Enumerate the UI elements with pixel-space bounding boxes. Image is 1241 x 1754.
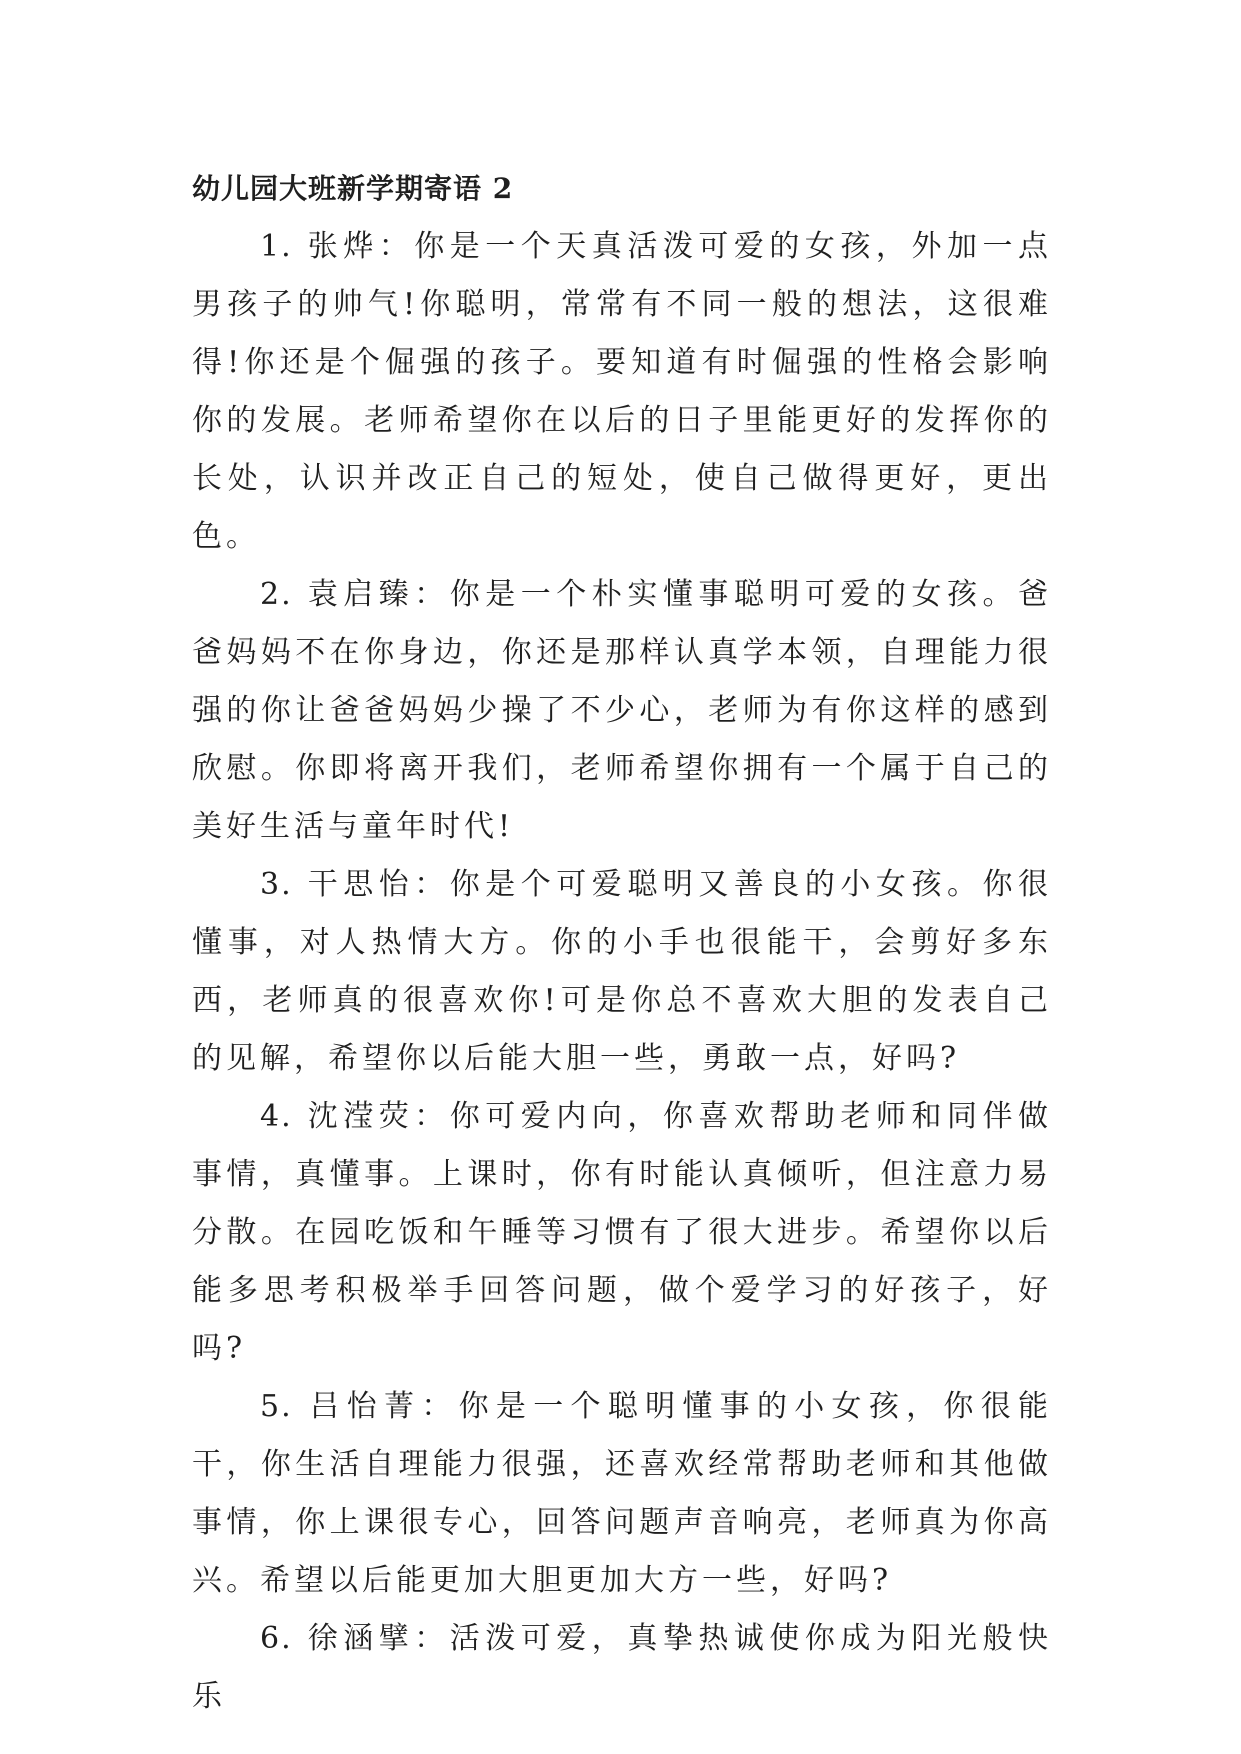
paragraph-2: [192, 566, 1052, 856]
paragraph-number: 2.: [260, 577, 293, 612]
paragraph-number: 4.: [260, 1099, 293, 1134]
paragraph-5: [192, 1378, 1052, 1610]
paragraph-number: 6.: [260, 1621, 293, 1656]
paragraph-3: [192, 856, 1052, 1088]
paragraph-text: 沈滢荧：你可爱内向，你喜欢帮助老师和同伴做事情，真懂事。上课时，你有时能认真倾听，但注意力易分散。在园吃饭和午睡等习惯有了很大进步。希望你以后能多思考积极举手回答问题，做个爱学习的好孩子，好吗?: [192, 1099, 1052, 1366]
paragraph-text: 袁启臻：你是一个朴实懂事聪明可爱的女孩。爸爸妈妈不在你身边，你还是那样认真学本领，自理能力很强的你让爸爸妈妈少操了不少心，老师为有你这样的感到欣慰。你即将离开我们，老师希望你拥有一个属于自己的美好生活与童年时代!: [192, 577, 1052, 844]
document-page: [192, 160, 1052, 1726]
paragraph-number: 1.: [260, 229, 293, 264]
paragraph-text: 吕怡菁：你是一个聪明懂事的小女孩，你很能干，你生活自理能力很强，还喜欢经常帮助老师和其他做事情，你上课很专心，回答问题声音响亮，老师真为你高兴。希望以后能更加大胆更加大方一些，好吗?: [192, 1389, 1052, 1598]
paragraph-text: 张烨：你是一个天真活泼可爱的女孩，外加一点男孩子的帅气!你聪明，常常有不同一般的想法，这很难得!你还是个倔强的孩子。要知道有时倔强的性格会影响你的发展。老师希望你在以后的日子里能更好的发挥你的长处，认识并改正自己的短处，使自己做得更好，更出色。: [192, 229, 1052, 554]
paragraph-text: 徐涵擘：活泼可爱，真挚热诚使你成为阳光般快乐: [192, 1621, 1052, 1714]
paragraph-1: [192, 218, 1052, 566]
paragraph-number: 3.: [260, 867, 293, 902]
paragraph-6: [192, 1610, 1052, 1726]
document-title: 幼儿园大班新学期寄语 2: [192, 172, 514, 205]
paragraph-4: [192, 1088, 1052, 1378]
paragraph-text: 干思怡：你是个可爱聪明又善良的小女孩。你很懂事，对人热情大方。你的小手也很能干，会剪好多东西，老师真的很喜欢你!可是你总不喜欢大胆的发表自己的见解，希望你以后能大胆一些，勇敢一点，好吗?: [192, 867, 1052, 1076]
paragraph-number: 5.: [260, 1389, 293, 1424]
